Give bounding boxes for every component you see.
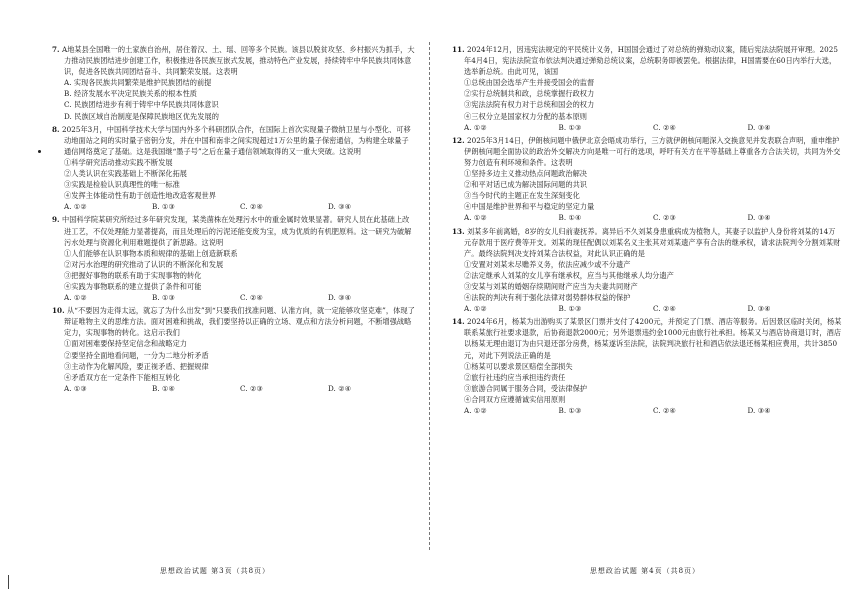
choice: A. ①② bbox=[464, 213, 487, 223]
question-stem: 刘某多年前离婚，8岁的女儿归前妻抚养。离异后不久刘某身患重病成为植物人，其妻子以监护人身份将刘某的14万元存款用于医疗费等开支。刘某的现任配偶以刘某名义主张其对刘某遗产享有合法的继承权，请求法院判令分割刘某财产。最终法院判决支持刘某合法权益，对此认识正确的是 bbox=[464, 226, 841, 258]
choice: C. ②③ bbox=[653, 213, 676, 223]
question-number: 11. bbox=[452, 45, 465, 54]
question-9 bbox=[52, 214, 416, 303]
choice: B. ①④ bbox=[152, 383, 175, 393]
statement: ①安置对刘某未尽赡养义务，依法应减少或不分遗产 bbox=[464, 259, 631, 269]
question-stem: 中国科学院某研究所经过多年研究发现，某类菌株在处理污水中的重金属时效果显著。研究人员在此基础上改进工艺，不仅处理能力显著提高，而且处理后的污泥还能变废为宝，成为优质的有机肥原料。这一研究为破解污水处理与资源化利用难题提供了新思路。这说明 bbox=[61, 215, 412, 247]
statement: ④合同双方应遵循诚实信用原则 bbox=[464, 394, 566, 404]
choice: B. ①③ bbox=[558, 304, 582, 314]
question-number: 8. bbox=[52, 124, 60, 134]
question-10 bbox=[52, 305, 416, 394]
answer-choices bbox=[452, 122, 842, 133]
statement: ①总统由国会选举产生并接受国会的监督 bbox=[464, 78, 595, 88]
question-number: 12. bbox=[452, 135, 465, 145]
option: A. 实现各民族共同繁荣是维护民族团结的前提 bbox=[64, 78, 212, 88]
choice: B. ①③ bbox=[152, 293, 175, 303]
page-footer: 思想政治试题 第4页（共8页） bbox=[589, 567, 701, 575]
choice: C. ②④ bbox=[240, 202, 263, 212]
statement: ④三权分立是国家权力分配的基本原则 bbox=[464, 111, 588, 121]
choice: C. ②③ bbox=[240, 383, 263, 393]
choice: B. ①③ bbox=[558, 406, 582, 415]
page-footer: 思想政治试题 第3页（共8页） bbox=[159, 567, 271, 575]
question-stem: 从“不要因为走得太远，就忘了为什么出发”到“只要我们找准问题、认准方向，就一定能够攻坚克难”，体现了辩证唯物主义的思维方法。面对困难和挑战，我们要坚持以正确的立场、观点和方法分析问题，不断增强战略定力，实现事物的转化。这启示我们 bbox=[64, 306, 415, 338]
option: C. 民族团结进步有利于铸牢中华民族共同体意识 bbox=[64, 100, 219, 110]
question-number: 13. bbox=[452, 226, 465, 236]
statement: ③把握好事物的联系有助于实现事物的转化 bbox=[64, 270, 202, 280]
choice: C. ②④ bbox=[653, 406, 676, 415]
statement: ②要坚持全面地看问题，一分为二地分析矛盾 bbox=[64, 350, 209, 360]
statement: ③实践是检验认识真理性的唯一标准 bbox=[64, 180, 180, 190]
statement: ③当今时代的主题正在发生深刻变化 bbox=[464, 191, 580, 201]
choice: C. ②④ bbox=[653, 122, 676, 132]
question-stem: A地某县全国唯一的土家族自治州，居住着汉、土、瑶、回等多个民族。该县以脱贫攻坚、乡村振兴为抓手，大力推动民族团结进步创建工作，积极推进各民族互嵌式发展，推动特色产业发展，持续铸牢中华民族共同体意识，促进各民族共同团结奋斗、共同繁荣发展。这表明 bbox=[61, 45, 415, 77]
right-page bbox=[430, 0, 860, 590]
question-number: 7. bbox=[52, 45, 60, 54]
choice: D. ③④ bbox=[747, 406, 771, 415]
statement: ①面对困难要保持坚定信念和战略定力 bbox=[64, 339, 188, 349]
choice: C. ②④ bbox=[240, 293, 263, 303]
left-question-column bbox=[52, 44, 416, 556]
choice: A. ①② bbox=[464, 304, 487, 314]
question-13 bbox=[452, 226, 842, 315]
right-question-column bbox=[452, 44, 842, 556]
choice: D. ②④ bbox=[328, 383, 352, 393]
choice: A. ①② bbox=[64, 202, 87, 212]
answer-choices bbox=[452, 303, 842, 314]
question-number: 14. bbox=[452, 317, 465, 327]
choice: D. ③④ bbox=[328, 202, 352, 212]
statement: ④中国是维护世界和平与稳定的坚定力量 bbox=[464, 202, 595, 212]
choice: A. ①③ bbox=[64, 383, 87, 393]
statement: ③安某与刘某的婚姻存续期间财产应当为夫妻共同财产 bbox=[464, 281, 638, 291]
margin-tick bbox=[8, 575, 9, 589]
margin-dot bbox=[38, 150, 41, 153]
question-stem: 2024年6月，杨某为出游购买了某景区门票并支付了4200元，并预定了门票、酒店等服务。后因景区临时关闭，杨某联系某旅行社要求退款，后协商退款2000元；另外退票违约金1000元由旅行社承担。杨某又与酒店协商退订时，酒店以杨某无理由退订为由只退还部分房费，杨某遂诉至法院，法院判决旅行社和酒店依法退还杨某相应费用，共计3850元，对此下列说法正确的是 bbox=[464, 317, 842, 360]
question-number: 10. bbox=[52, 306, 65, 316]
statement: ②实行总统制共和政，总统掌握行政权力 bbox=[464, 89, 595, 99]
question-number: 9. bbox=[52, 215, 60, 225]
answer-choices bbox=[52, 201, 416, 212]
choice: A. ①② bbox=[464, 122, 487, 132]
choice: B. ①③ bbox=[152, 202, 175, 212]
choice: A. ①② bbox=[464, 406, 487, 415]
choice: A. ①② bbox=[64, 293, 87, 303]
answer-choices bbox=[52, 292, 416, 303]
option: B. 经济发展水平决定民族关系的根本性质 bbox=[64, 89, 198, 99]
choice: D. ③④ bbox=[747, 122, 771, 132]
choice: D. ③④ bbox=[747, 213, 771, 223]
statement: ④矛盾双方在一定条件下能相互转化 bbox=[64, 372, 180, 382]
statement: ④实践为事物联系的建立提供了条件和可能 bbox=[64, 281, 202, 291]
statement: ④发挥主体能动性有助于创造性地改造客观世界 bbox=[64, 191, 216, 201]
statement: ②旅行社违约应当承担违约责任 bbox=[464, 372, 566, 382]
question-stem: 2024年12月，因违宪法规定的平民统计义务，H国国会通过了对总统的弹劾动议案，随后宪法法院展开审理。2025年4月4日，宪法法院宣布依法判决通过弹劾总统议案，总统职务即被罢免。根据法律，H国需要在60日内举行大选，选举新总统。由此可见，该国 bbox=[464, 45, 839, 77]
question-8 bbox=[52, 124, 416, 213]
statement: ③主动作为化解风险，要正视矛盾、把握规律 bbox=[64, 361, 209, 371]
answer-choices bbox=[452, 212, 842, 223]
question-12 bbox=[452, 135, 842, 224]
choice: D. ③④ bbox=[328, 293, 352, 303]
statement: ②对污水治理的研究推动了认识的不断深化和发展 bbox=[64, 259, 224, 269]
statement: ②人类认识在实践基础上不断深化拓展 bbox=[64, 169, 188, 179]
statement: ②法定继承人刘某的女儿享有继承权，应当与其他继承人均分遗产 bbox=[464, 270, 674, 280]
choice: B. ①③ bbox=[558, 122, 582, 132]
statement: ①人们能够在认识事物本质和规律的基础上创造新联系 bbox=[64, 248, 238, 258]
statement: ①坚持多边主义推动热点问题政治解决 bbox=[464, 169, 588, 179]
statement: ③旅游合同属于服务合同，受法律保护 bbox=[464, 383, 588, 393]
statement: ①科学研究活动推动实践不断发展 bbox=[64, 157, 173, 167]
answer-choices bbox=[452, 405, 842, 416]
option: D. 民族区域自治制度是保障民族地区优先发展的 bbox=[64, 111, 219, 121]
choice: C. ②④ bbox=[653, 304, 676, 314]
statement: ①杨某可以要求景区赔偿全部损失 bbox=[464, 361, 573, 371]
choice: B. ①④ bbox=[558, 213, 582, 223]
statement: ②和平对话已成为解决国际问题的共识 bbox=[464, 180, 588, 190]
choice: D. ③④ bbox=[747, 304, 771, 314]
question-7 bbox=[52, 44, 416, 122]
question-stem: 2025年3月，中国科学技术大学与国内外多个科研团队合作，在国际上首次实现量子微纳卫星与小型化、可移动地面站之间的实时量子密钥分发，并在中国和南非之间实现超过1万公里的量子保密通信，为构建全球量子通信网络奠定了基础。这是我国继“墨子号”之后在量子通信领域取得的又一重大突破。这说明 bbox=[61, 124, 411, 156]
question-11 bbox=[452, 44, 842, 133]
statement: ③宪法法院有权力对于总统和国会的权力 bbox=[464, 100, 595, 110]
question-stem: 2025年3月14日，伊朗核问题中俄伊北京会晤成功举行，三方就伊朗核问题深入交换意见并发表联合声明，重申维护伊朗核问题全面协议的政治外交解决方向是唯一可行的选项，呼吁有关方在平等基础上尊重各方合法关切，共同为外交努力创造有利环境和条件。这表明 bbox=[464, 135, 841, 167]
question-14 bbox=[452, 316, 842, 416]
answer-choices bbox=[52, 383, 416, 394]
statement: ④法院的判决有利于强化法律对弱势群体权益的保护 bbox=[464, 293, 631, 303]
